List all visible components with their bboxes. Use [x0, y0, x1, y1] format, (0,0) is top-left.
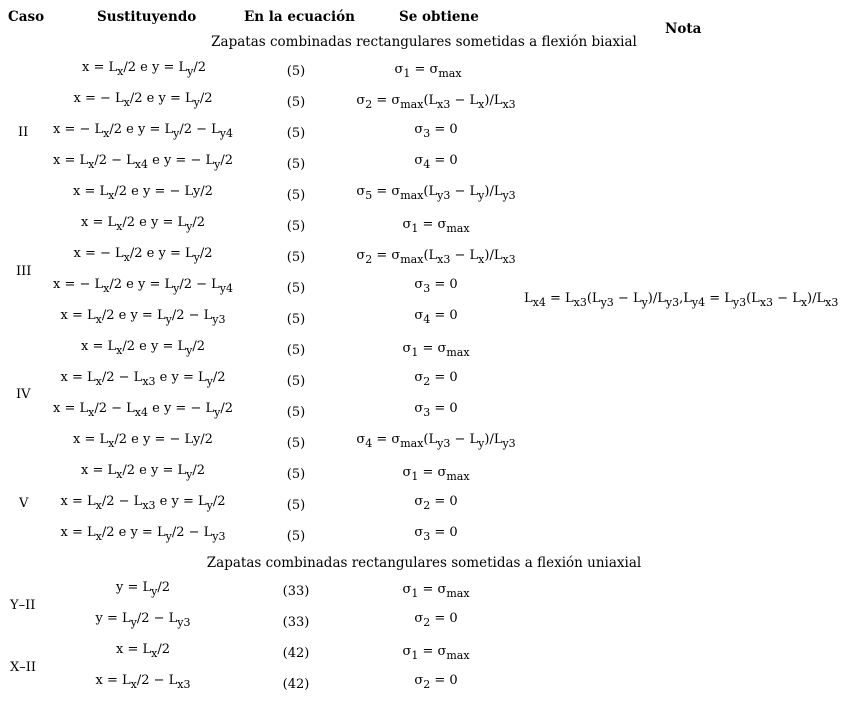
equation-ref: (42) — [282, 646, 310, 661]
result-formula: $\sigma_1 = \sigma_{max}$ — [402, 217, 470, 235]
equation-ref: (5) — [286, 157, 306, 172]
section-title-uniaxial: Zapatas combinadas rectangulares sometidas a flexión uniaxial — [206, 555, 642, 571]
result-formula: $\sigma_2 = 0$ — [414, 494, 458, 512]
substitution-formula: $x = L_x/2$ e $y = L_y/2$ — [81, 339, 205, 357]
substitution-formula: $x = L_x/2$ e $y = L_y/2$ — [82, 60, 206, 78]
equation-ref: (33) — [282, 584, 310, 599]
substitution-formula: $x = L_x/2$ e $y = L_y/2$ — [81, 215, 205, 233]
result-formula: $\sigma_3 = 0$ — [414, 122, 458, 140]
equation-ref: (5) — [286, 95, 306, 110]
substitution-formula: x = − $L_x/2$ e $y = L_y/2$ — [73, 246, 213, 264]
header-ecuacion: En la ecuación — [244, 9, 355, 25]
substitution-formula: $x = L_x/2 - L_{x3}$ — [95, 673, 191, 691]
substitution-formula: $x = L_x/2$ e $y = L_y/2$ — [81, 463, 205, 481]
equation-ref: (5) — [286, 374, 306, 389]
case-label-iii: III — [16, 264, 32, 279]
result-formula: $\sigma_4 = \sigma_{max}(L_{y3} - L_y)/L_{y3}$ — [356, 432, 516, 450]
substitution-formula: $x = L_x/2 - L_{x4}$ e y = − $L_y/2$ — [53, 401, 233, 419]
substitution-formula: $x = L_x/2 - L_{x3}$ e $y = L_y/2$ — [60, 494, 226, 512]
substitution-formula: $x = L_x/2$ e $y = L_y/2 - L_{y3}$ — [60, 308, 226, 326]
equation-ref: (5) — [286, 343, 306, 358]
result-formula: $\sigma_1 = \sigma_{max}$ — [402, 341, 470, 359]
equation-ref: (5) — [286, 405, 306, 420]
result-formula: $\sigma_2 = 0$ — [414, 370, 458, 388]
equation-ref: (33) — [282, 615, 310, 630]
equation-ref: (5) — [286, 436, 306, 451]
result-formula: $\sigma_2 = 0$ — [414, 611, 458, 629]
case-label-v: V — [19, 496, 29, 511]
substitution-formula: x = − $L_x/2$ e $y = L_y/2 - L_{y4}$ — [52, 277, 234, 295]
result-formula: $\sigma_3 = 0$ — [414, 525, 458, 543]
equation-ref: (5) — [286, 126, 306, 141]
result-formula: $\sigma_3 = 0$ — [414, 401, 458, 419]
case-label-x-ii: X–II — [10, 660, 37, 675]
header-obtiene: Se obtiene — [399, 9, 479, 25]
result-formula: $\sigma_4 = 0$ — [414, 308, 458, 326]
result-formula: $\sigma_3 = 0$ — [414, 277, 458, 295]
substitution-formula: $y = L_y/2 - L_{y3}$ — [95, 611, 191, 629]
equation-ref: (5) — [286, 467, 306, 482]
substitution-formula: $x = L_x/2$ e y = − Ly/2 — [73, 184, 213, 202]
substitution-formula: $x = L_x/2 - L_{x4}$ e y = − $L_y/2$ — [53, 153, 233, 171]
equation-ref: (5) — [286, 529, 306, 544]
result-formula: $\sigma_1 = \sigma_{max}$ — [402, 465, 470, 483]
header-sustituyendo: Sustituyendo — [97, 9, 197, 25]
substitution-formula: $x = L_x/2$ e $y = L_y/2 - L_{y3}$ — [60, 525, 226, 543]
result-formula: $\sigma_1 = \sigma_{max}$ — [402, 644, 470, 662]
result-formula: $\sigma_2 = \sigma_{max}(L_{x3} - L_x)/L_{x3}$ — [356, 248, 516, 266]
header-caso: Caso — [8, 9, 45, 25]
result-formula: $\sigma_5 = \sigma_{max}(L_{y3} - L_y)/L_{y3}$ — [356, 184, 516, 202]
case-label-y-ii: Y–II — [10, 598, 36, 613]
substitution-formula: $x = L_x/2$ e y = − Ly/2 — [73, 432, 213, 450]
equation-ref: (42) — [282, 677, 310, 692]
result-formula: $\sigma_2 = \sigma_{max}(L_{x3} - L_x)/L_{x3}$ — [356, 93, 516, 111]
substitution-formula: $y = L_y/2$ — [115, 580, 171, 598]
substitution-formula: $x = L_x/2 - L_{x3}$ e $y = L_y/2$ — [60, 370, 226, 388]
equation-ref: (5) — [286, 64, 306, 79]
result-formula: $\sigma_1 = \sigma_{max}$ — [394, 62, 462, 80]
result-formula: $\sigma_1 = \sigma_{max}$ — [402, 582, 470, 600]
case-label-ii: II — [18, 125, 29, 140]
header-nota: Nota — [665, 21, 702, 37]
equation-ref: (5) — [286, 219, 306, 234]
section-title-biaxial: Zapatas combinadas rectangulares sometidas a flexión biaxial — [211, 34, 637, 50]
equation-ref: (5) — [286, 250, 306, 265]
substitution-formula: $x = L_x/2$ — [116, 642, 170, 660]
substitution-formula: x = − $L_x/2$ e $y = L_y/2 - L_{y4}$ — [52, 122, 234, 140]
case-label-iv: IV — [16, 387, 31, 402]
note-formula: $L_{x4} = L_{x3}(L_{y3} - L_y)/L_{y3},L_{y4} = L_{y3}(L_{x3} - L_x)/L_{x3}$ — [524, 291, 839, 309]
equation-ref: (5) — [286, 312, 306, 327]
result-formula: $\sigma_2 = 0$ — [414, 673, 458, 691]
result-formula: $\sigma_4 = 0$ — [414, 153, 458, 171]
equation-ref: (5) — [286, 281, 306, 296]
equation-ref: (5) — [286, 188, 306, 203]
equation-ref: (5) — [286, 498, 306, 513]
substitution-formula: x = − $L_x/2$ e $y = L_y/2$ — [73, 91, 213, 109]
